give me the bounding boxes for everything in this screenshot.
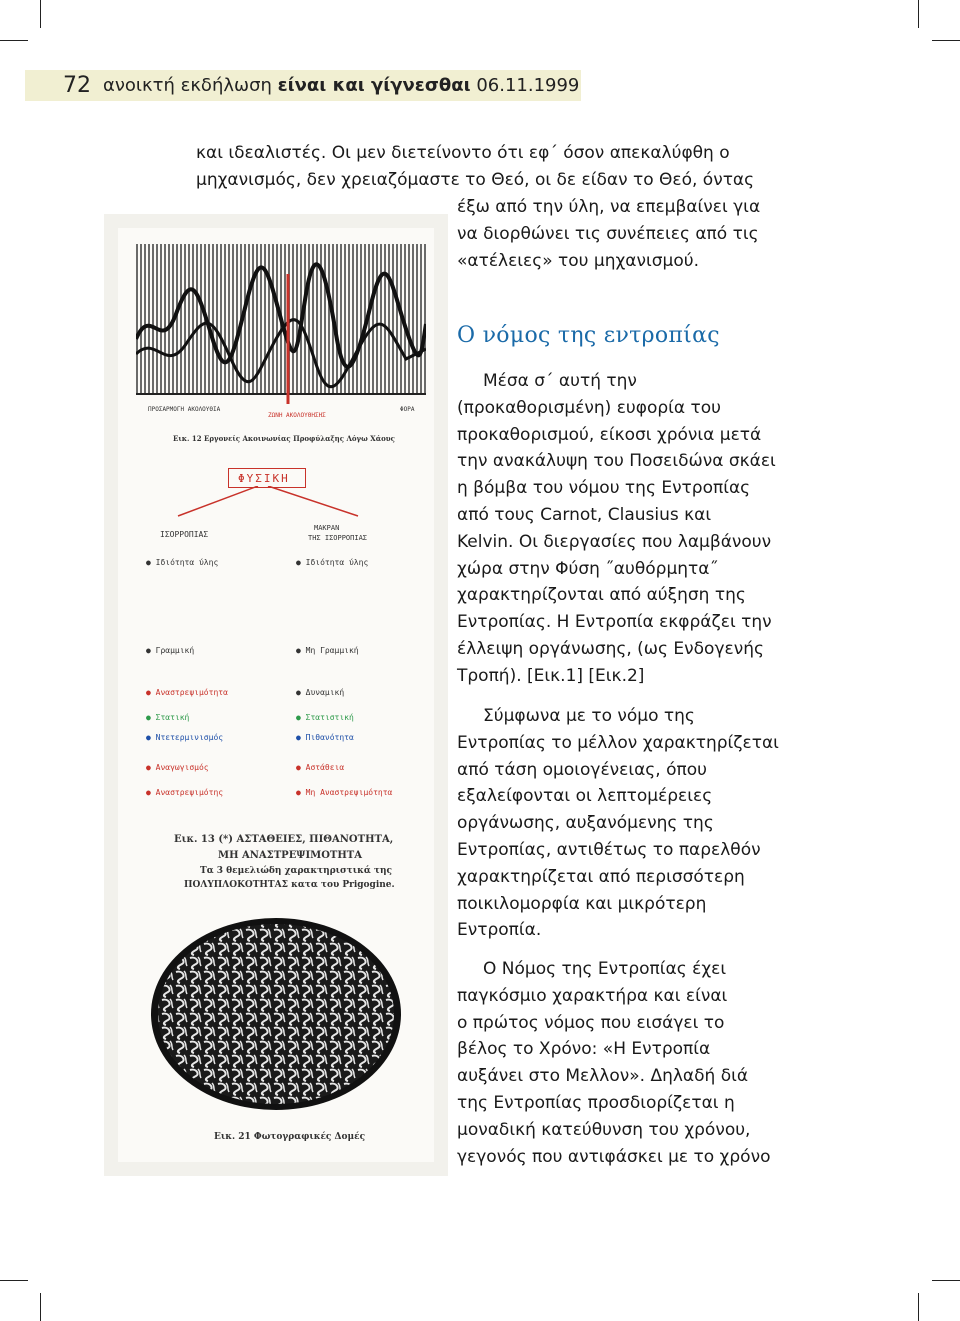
right-item: ● Μη Γραμμική <box>296 646 359 655</box>
text-line: από τους Carnot, Clausius και <box>457 504 712 525</box>
chart-label-left: ΠΡΟΣΑΡΜΟΓΗ ΑΚΟΛΟΥΘΙΑ <box>148 406 221 413</box>
section-heading: Ο νόμος της εντροπίας <box>457 323 720 348</box>
right-item: ● Ιδιότητα ύλης <box>296 558 369 567</box>
fig13-caption-line: Τα 3 θεμελιώδη χαρακτηριστικά της <box>200 866 392 876</box>
crop-mark <box>932 40 960 41</box>
fig13-caption-line: ΠΟΛΥΠΛΟΚΟΤΗΤΑΣ κατα του Prigogine. <box>184 880 395 890</box>
text-line: παγκόσμιο χαρακτήρα και είναι <box>457 985 728 1006</box>
left-item: ● Αναστρεψιμότητα <box>146 688 228 697</box>
text-line: Εντροπίας το μέλλον χαρακτηρίζεται <box>457 732 779 753</box>
text-line: Εντροπίας, αντιθέτως το παρελθόν <box>457 839 761 860</box>
header-title: ανοικτή εκδήλωση είναι και γίγνεσθαι 06.11.1999 <box>103 75 580 96</box>
paragraph-3 <box>457 956 770 1170</box>
text-line: Ο Νόμος της Εντροπίας έχει <box>483 959 727 979</box>
diagram-top-label: ΦΥΣΙΚΗ <box>238 472 290 485</box>
fig21-caption: Εικ. 21 Φωτογραφικές Δομές <box>214 1132 366 1142</box>
text-line: μοναδική κατεύθυνση του χρόνου, <box>457 1119 751 1140</box>
right-item: ● Στατιστική <box>296 713 354 722</box>
left-item: ● Αναστρεψιμότης <box>146 788 224 797</box>
text-line: χαρακτηρίζονται από αύξηση της <box>457 585 746 606</box>
intro-line: και ιδεαλιστές. Οι μεν διετείνοντο ότι εφ΄ όσον απεκαλύφθη ο <box>196 143 730 163</box>
right-item: ● Μη Αναστρεψιμότητα <box>296 788 393 797</box>
text-line: από τάση ομοιογένειας, όπου <box>457 759 707 780</box>
chart-label-right: ΦΟΡΑ <box>400 406 415 413</box>
crop-mark <box>0 1280 28 1281</box>
intro-line: να διορθώνει τις συνέπειες από τις <box>457 224 759 244</box>
intro-line: μηχανισμός, δεν χρειαζόμαστε το Θεό, οι δε είδαν το Θεό, όντας <box>196 170 755 190</box>
paragraph-1 <box>457 368 776 690</box>
left-item: ● Αναγωγισμός <box>146 763 209 772</box>
text-line: η βόμβα του νόμου της Εντροπίας <box>457 478 751 499</box>
intro-line: έξω από την ύλη, να επεμβαίνει για <box>457 197 761 217</box>
fig13-caption-line: ΜΗ ΑΝΑΣΤΡΕΨΙΜΟΤΗΤΑ <box>218 850 362 861</box>
text-line: χώρα στην Φύση ˝αυθόρμητα˝ <box>457 558 718 579</box>
text-line: γεγονός που αντιφάσκει με το χρόνο <box>457 1146 771 1167</box>
paragraph-2 <box>457 703 779 944</box>
figure-inner <box>118 228 434 1162</box>
text-line: Εντροπία. <box>457 920 542 941</box>
left-item: ● Στατική <box>146 713 190 722</box>
text-line: χαρακτηρίζεται από περισσότερη <box>457 866 745 887</box>
left-column-head: ΙΣΟΡΡΟΠΙΑΣ <box>160 530 209 539</box>
crop-mark <box>918 1293 919 1321</box>
pattern-disk <box>146 914 406 1114</box>
text-line: ποικιλομορφία και μικρότερη <box>457 893 707 914</box>
text-line: Τροπή). [Εικ.1] [Εικ.2] <box>457 665 645 686</box>
text-line: βέλος το Χρόνο: «Η Εντροπία <box>457 1039 711 1060</box>
text-line: της Εντροπίας προσδιορίζεται η <box>457 1092 735 1113</box>
text-line: οργάνωσης, αυξανόμενης της <box>457 813 714 834</box>
wave-chart <box>136 244 426 420</box>
figure-collage <box>104 214 448 1176</box>
right-item: ● Πιθανότητα <box>296 733 354 742</box>
text-line: Σύμφωνα με το νόμο της <box>483 706 695 726</box>
right-column-head-2: ΤΗΣ ΙΣΟΡΡΟΠΙΑΣ <box>308 534 368 542</box>
right-item: ● Δυναμική <box>296 688 345 697</box>
diagram-branches <box>158 486 398 526</box>
text-line: (προκαθορισμένη) ευφορία του <box>457 397 721 418</box>
crop-mark <box>918 0 919 28</box>
running-header <box>25 70 581 101</box>
crop-mark <box>0 40 28 41</box>
intro-line: «ατέλειες» του μηχανισμού. <box>457 251 699 271</box>
text-line: ο πρώτος νόμος που εισάγει το <box>457 1012 725 1033</box>
crop-mark <box>40 1293 41 1321</box>
crop-mark <box>932 1280 960 1281</box>
fig13-caption-line: Εικ. 13 (*) ΑΣΤΑΘΕΙΕΣ, ΠΙΘΑΝΟΤΗΤΑ, <box>174 834 394 845</box>
text-line: προκαθορισμού, είκοσι χρόνια μετά <box>457 424 762 445</box>
text-line: την ανακάλυψη του Ποσειδώνα σκάει <box>457 451 776 472</box>
text-line: Kelvin. Οι διεργασίες που λαμβάνουν <box>457 531 772 552</box>
right-column-head-1: ΜΑΚΡΑΝ <box>314 524 340 532</box>
left-item: ● Ντετερμινισμός <box>146 733 224 742</box>
text-line: Εντροπίας. Η Εντροπία εκφράζει την <box>457 612 772 633</box>
right-item: ● Αστάθεια <box>296 763 345 772</box>
text-line: Μέσα σ΄ αυτή την <box>483 371 637 391</box>
page-number: 72 <box>63 73 91 98</box>
text-line: εξαλείφονται οι λεπτομέρειες <box>457 786 713 807</box>
left-item: ● Γραμμική <box>146 646 195 655</box>
text-line: αυξάνει στο Μελλον». Δηλαδή διά <box>457 1066 749 1087</box>
crop-mark <box>40 0 41 28</box>
text-line: έλλειψη οργάνωσης, (ως Ενδογενής <box>457 638 764 659</box>
chart-label-mid: ΖΩΝΗ ΑΚΟΛΟΥΘΗΣΗΣ <box>268 412 326 419</box>
left-item: ● Ιδιότητα ύλης <box>146 558 219 567</box>
fig12-caption: Εικ. 12 Εργονείς Ακοινωνίας Προφύλαξης Λόγω Χάους <box>173 434 395 443</box>
